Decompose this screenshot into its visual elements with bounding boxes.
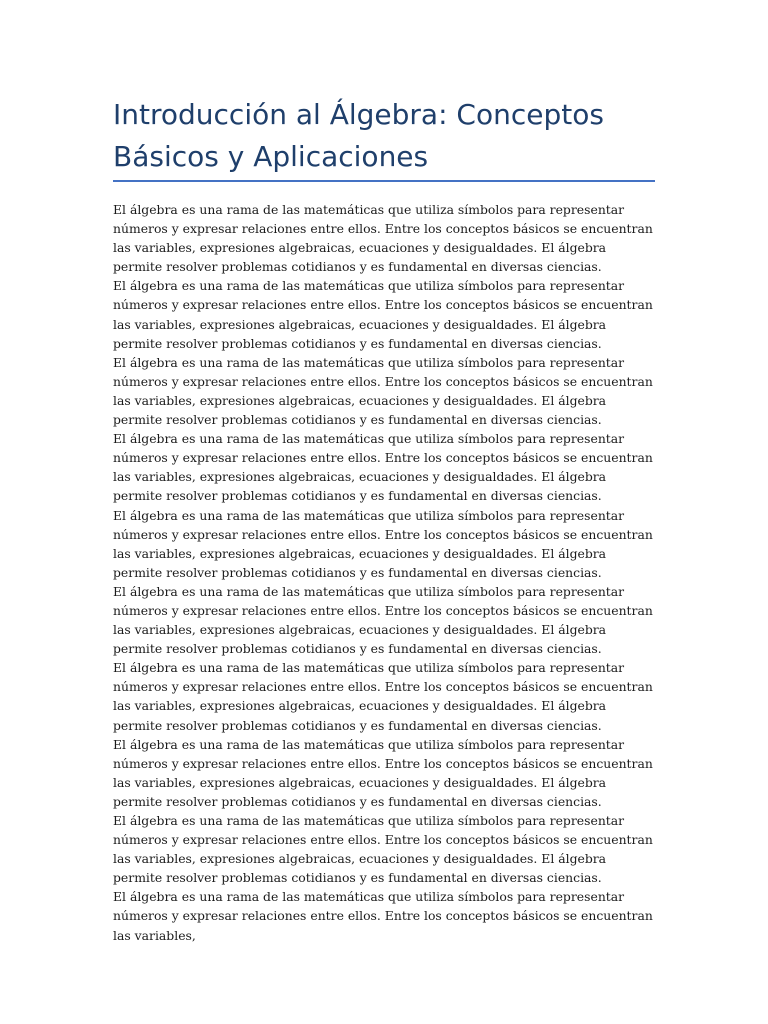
paragraph-3: El álgebra es una rama de las matemáticas que utiliza símbolos para representar números y expresar relaciones entre ellos. Entre los conceptos básicos se encuentran las variables, expresiones algebraicas, ecuaciones y desigualdades. El álgebra permite resolver problemas cotidianos y es fundamental en diversas ciencias. [113,354,653,428]
paragraph-2: El álgebra es una rama de las matemáticas que utiliza símbolos para representar números y expresar relaciones entre ellos. Entre los conceptos básicos se encuentran las variables, expresiones algebraicas, ecuaciones y desigualdades. El álgebra permite resolver problemas cotidianos y es fundamental en diversas ciencias. [113,278,653,351]
document-body [113,200,655,943]
paragraph-9: El álgebra es una rama de las matemáticas que utiliza símbolos para representar números y expresar relaciones entre ellos. Entre los conceptos básicos se encuentran las variables, expresiones algebraicas, ecuaciones y desigualdades. El álgebra permite resolver problemas cotidianos y es fundamental en diversas ciencias. [113,813,653,886]
paragraph-6: El álgebra es una rama de las matemáticas que utiliza símbolos para representar números y expresar relaciones entre ellos. Entre los conceptos básicos se encuentran las variables, expresiones algebraicas, ecuaciones y desigualdades. El álgebra permite resolver problemas cotidianos y es fundamental en diversas ciencias. [113,583,653,657]
title-underline [113,180,655,182]
paragraph-8: El álgebra es una rama de las matemáticas que utiliza símbolos para representar números y expresar relaciones entre ellos. Entre los conceptos básicos se encuentran las variables, expresiones algebraicas, ecuaciones y desigualdades. El álgebra permite resolver problemas cotidianos y es fundamental en diversas ciencias. [113,736,653,809]
paragraph-5: El álgebra es una rama de las matemáticas que utiliza símbolos para representar números y expresar relaciones entre ellos. Entre los conceptos básicos se encuentran las variables, expresiones algebraicas, ecuaciones y desigualdades. El álgebra permite resolver problemas cotidianos y es fundamental en diversas ciencias. [113,507,653,580]
paragraph-4: El álgebra es una rama de las matemáticas que utiliza símbolos para representar números y expresar relaciones entre ellos. Entre los conceptos básicos se encuentran las variables, expresiones algebraicas, ecuaciones y desigualdades. El álgebra permite resolver problemas cotidianos y es fundamental en diversas ciencias. [113,431,653,504]
paragraph-7: El álgebra es una rama de las matemáticas que utiliza símbolos para representar números y expresar relaciones entre ellos. Entre los conceptos básicos se encuentran las variables, expresiones algebraicas, ecuaciones y desigualdades. El álgebra permite resolver problemas cotidianos y es fundamental en diversas ciencias. [113,660,653,733]
document-title: Introducción al Álgebra: Conceptos Básicos y Aplicaciones [113,98,604,173]
paragraph-10: El álgebra es una rama de las matemáticas que utiliza símbolos para representar números y expresar relaciones entre ellos. Entre los conceptos básicos se encuentran las variables, [113,889,653,943]
paragraph-1: El álgebra es una rama de las matemáticas que utiliza símbolos para representar números y expresar relaciones entre ellos. Entre los conceptos básicos se encuentran las variables, expresiones algebraicas, ecuaciones y desigualdades. El álgebra permite resolver problemas cotidianos y es fundamental en diversas ciencias. [113,202,653,275]
